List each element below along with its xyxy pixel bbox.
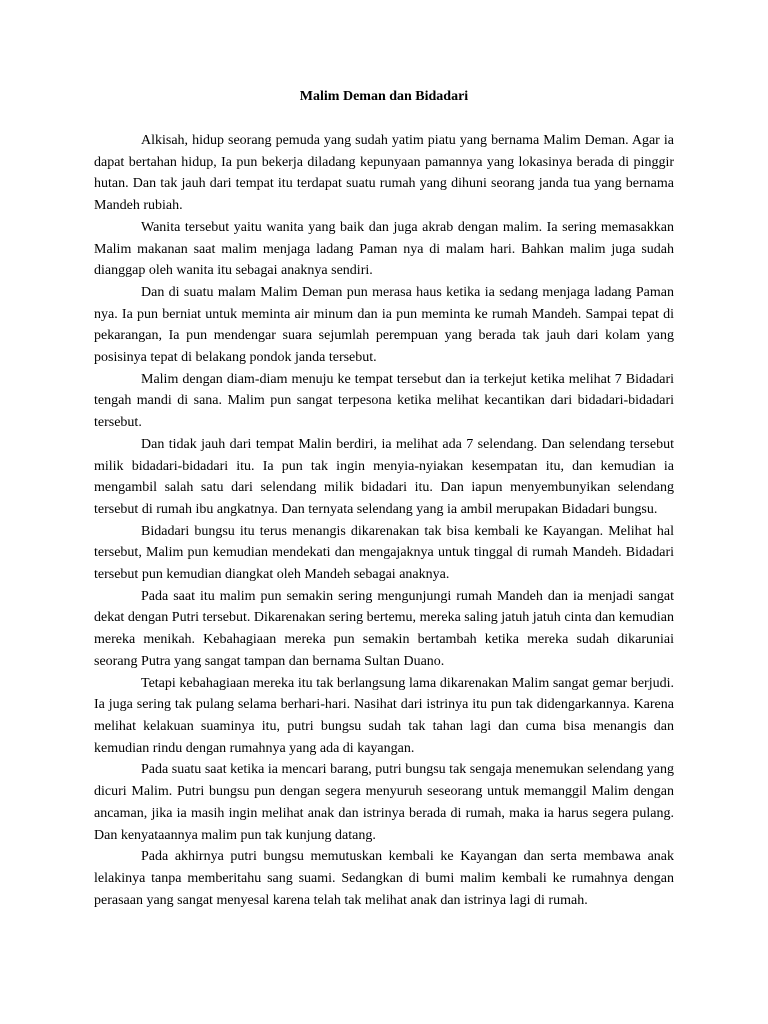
paragraph: Pada suatu saat ketika ia mencari barang, putri bungsu tak sengaja menemukan selendang yang dicuri Malim. Putri bungsu pun dengan segera menyuruh seseorang untuk memanggil Malim dengan ancaman, jika ia masih ingin melihat anak dan istrinya berada di rumah, maka ia harus segera pulang. Dan kenyataannya malim pun tak kunjung datang. [94, 762, 674, 843]
paragraph: Pada saat itu malim pun semakin sering mengunjungi rumah Mandeh dan ia menjadi sangat dekat dengan Putri tersebut. Dikarenakan sering bertemu, mereka saling jatuh jatuh cinta dan kemudian mereka menikah. Kebahagiaan mereka pun semakin bertambah ketika mereka sudah dikaruniai seorang Putra yang sangat tampan dan bernama Sultan Duano. [94, 588, 674, 669]
paragraph: Alkisah, hidup seorang pemuda yang sudah yatim piatu yang bernama Malim Deman. Agar ia dapat bertahan hidup, Ia pun bekerja diladang kepunyaan pamannya yang lokasinya berada di pinggir hutan. Dan tak jauh dari tempat itu terdapat suatu rumah yang dihuni seorang janda tua yang bernama Mandeh rubiah. [94, 133, 674, 214]
paragraph: Bidadari bungsu itu terus menangis dikarenakan tak bisa kembali ke Kayangan. Melihat hal tersebut, Malim pun kemudian mendekati dan mengajaknya untuk tinggal di rumah Mandeh. Bidadari tersebut pun kemudian diangkat oleh Mandeh sebagai anaknya. [94, 523, 674, 583]
paragraph: Dan tidak jauh dari tempat Malin berdiri, ia melihat ada 7 selendang. Dan selendang tersebut milik bidadari-bidadari itu. Ia pun tak ingin menyia-nyiakan kesempatan itu, dan kemudian ia mengambil salah satu dari selendang milik bidadari itu. Dan iapun menyembunyikan selendang tersebut di rumah ibu angkatnya. Dan ternyata selendang yang ia ambil merupakan Bidadari bungsu. [94, 436, 674, 517]
paragraph: Tetapi kebahagiaan mereka itu tak berlangsung lama dikarenakan Malim sangat gemar berjudi. Ia juga sering tak pulang selama berhari-hari. Nasihat dari istrinya itu pun tak didengarkannya. Karena melihat kelakuan suaminya itu, putri bungsu sudah tak tahan lagi dan cuma bisa menangis dan kemudian rindu dengan rumahnya yang ada di kayangan. [94, 675, 674, 756]
paragraph: Wanita tersebut yaitu wanita yang baik dan juga akrab dengan malim. Ia sering memasakkan Malim makanan saat malim menjaga ladang Paman nya di malam hari. Bahkan malim juga sudah dianggap oleh wanita itu sebagai anaknya sendiri. [94, 219, 674, 279]
document-title: Malim Deman dan Bidadari [299, 89, 469, 104]
document-body [94, 130, 674, 911]
paragraph: Dan di suatu malam Malim Deman pun merasa haus ketika ia sedang menjaga ladang Paman nya. Ia pun berniat untuk meminta air minum dan ia pun meminta ke rumah Mandeh. Sampai tepat di pekarangan, Ia pun mendengar suara sejumlah perempuan yang berada tak jauh dari kolam yang posisinya tepat di belakang pondok janda tersebut. [94, 284, 674, 366]
paragraph: Pada akhirnya putri bungsu memutuskan kembali ke Kayangan dan serta membawa anak lelakinya tanpa memberitahu sang suami. Sedangkan di bumi malim kembali ke rumahnya dengan perasaan yang sangat menyesal karena telah tak melihat anak dan istrinya lagi di rumah. [94, 849, 674, 908]
paragraph: Malim dengan diam-diam menuju ke tempat tersebut dan ia terkejut ketika melihat 7 Bidadari tengah mandi di sana. Malim pun sangat terpesona ketika melihat kecantikan dari bidadari-bidadari tersebut. [94, 371, 674, 431]
